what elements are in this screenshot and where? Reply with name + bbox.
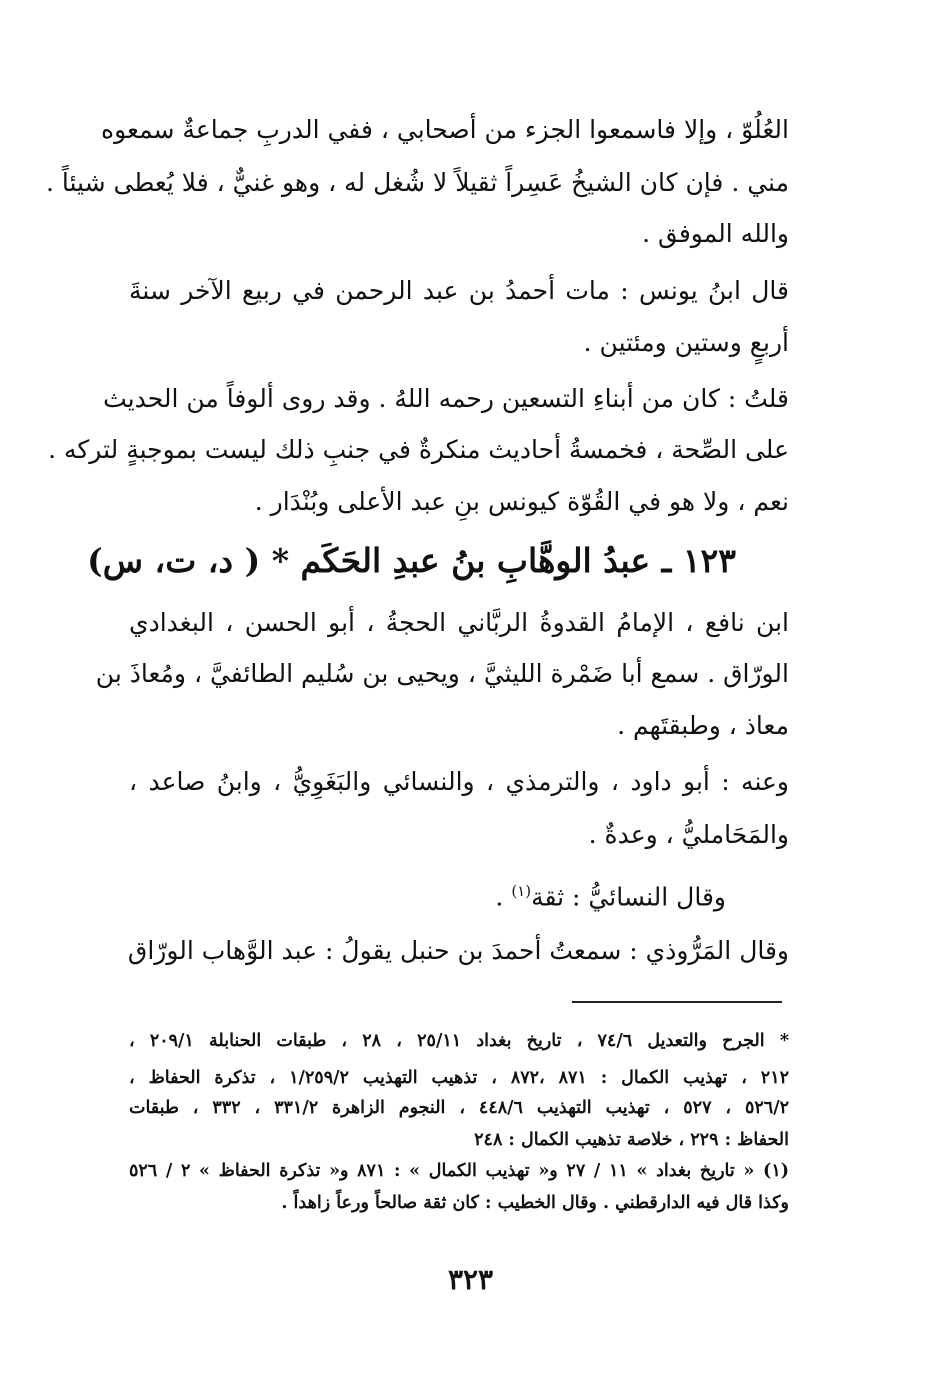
footnote-line: ٥٢٦/٢ ، ٥٢٧ ، تهذيب التهذيب ٤٤٨/٦ ، النجوم الزاهرة ٣٣١/٢ ، ٣٣٢ ، طبقات	[129, 1098, 789, 1118]
entry-heading: ١٢٣ ـ عبدُ الوهَّابِ بنُ عبدِ الحَكَم * ( د، ت، س)	[87, 541, 736, 580]
line-end-period: .	[495, 882, 512, 912]
footnote-marker: (١)	[511, 882, 532, 900]
body-line: مني . فإن كان الشيخُ عَسِراً ثقيلاً لا شُغل له ، وهو غنيٌّ ، فلا يُعطى شيئاً .	[45, 168, 789, 197]
page-number: ٣٢٣	[447, 1263, 494, 1296]
footnote-line: (١) « تاريخ بغداد » ١١ / ٢٧ و« تهذيب الكمال » : ٨٧١ و« تذكرة الحفاظ » ٢ / ٥٢٦	[129, 1161, 790, 1181]
footnote-line: * الجرح والتعديل ٧٤/٦ ، تاريخ بغداد ٢٥/١١ ، ٢٨ ، طبقات الحنابلة ٢٠٩/١ ،	[129, 1031, 789, 1051]
footnote-line: ٢١٢ ، تهذيب الكمال : ٨٧١ ،٨٧٢ ، تذهيب التهذيب ١/٢٥٩/٢ ، تذكرة الحفاظ ،	[129, 1068, 789, 1088]
footnote-line: الحفاظ : ٢٢٩ ، خلاصة تذهيب الكمال : ٢٤٨	[474, 1130, 789, 1150]
body-line: على الصِّحة ، فخمسةُ أحاديث منكرةٌ في جنبِ ذلك ليست بموجبةٍ لتركه .	[48, 435, 789, 464]
body-line: وعنه : أبو داود ، والترمذي ، والنسائي والبَغَوِيُّ ، وابنُ صاعد ،	[129, 767, 789, 796]
footnote-divider	[572, 1001, 782, 1003]
body-line: أربعٍ وستين ومئتين .	[583, 328, 789, 357]
footnote-line: وكذا قال فيه الدارقطني . وقال الخطيب : كان ثقة صالحاً ورعاً زاهداً .	[281, 1193, 789, 1213]
body-line: العُلُوّ ، وإلا فاسمعوا الجزء من أصحابي ، ففي الدربِ جماعةٌ سمعوه	[101, 115, 789, 144]
body-line: وقال المَرُّوذي : سمعتُ أحمدَ بن حنبل يقولُ : عبد الوَّهاب الورّاق	[127, 936, 789, 965]
body-line: قلتُ : كان من أبناءِ التسعين رحمه اللهُ . وقد روى ألوفاً من الحديث	[103, 384, 789, 413]
body-line: نعم ، ولا هو في القُوّة كيونس بنِ عبد الأعلى وبُنْدَار .	[254, 487, 789, 516]
body-line: قال ابنُ يونس : مات أحمدُ بن عبد الرحمن في ربيع الآخر سنةَ	[129, 276, 789, 305]
body-line: والمَحَامليُّ ، وعدةٌ .	[588, 820, 789, 849]
body-line: ابن نافع ، الإمامُ القدوةُ الربَّاني الحجةُ ، أبو الحسن ، البغدادي	[129, 608, 789, 637]
body-line: الورّاق . سمع أبا ضَمْرة الليثيَّ ، ويحيى بن سُليم الطائفيَّ ، ومُعاذَ بن	[95, 659, 789, 688]
body-line-with-note	[495, 871, 726, 917]
body-line: والله الموفق .	[642, 219, 789, 248]
body-line: وقال النسائيُّ : ثقة	[531, 882, 726, 912]
body-line: معاذ ، وطبقتَهم .	[617, 711, 789, 740]
